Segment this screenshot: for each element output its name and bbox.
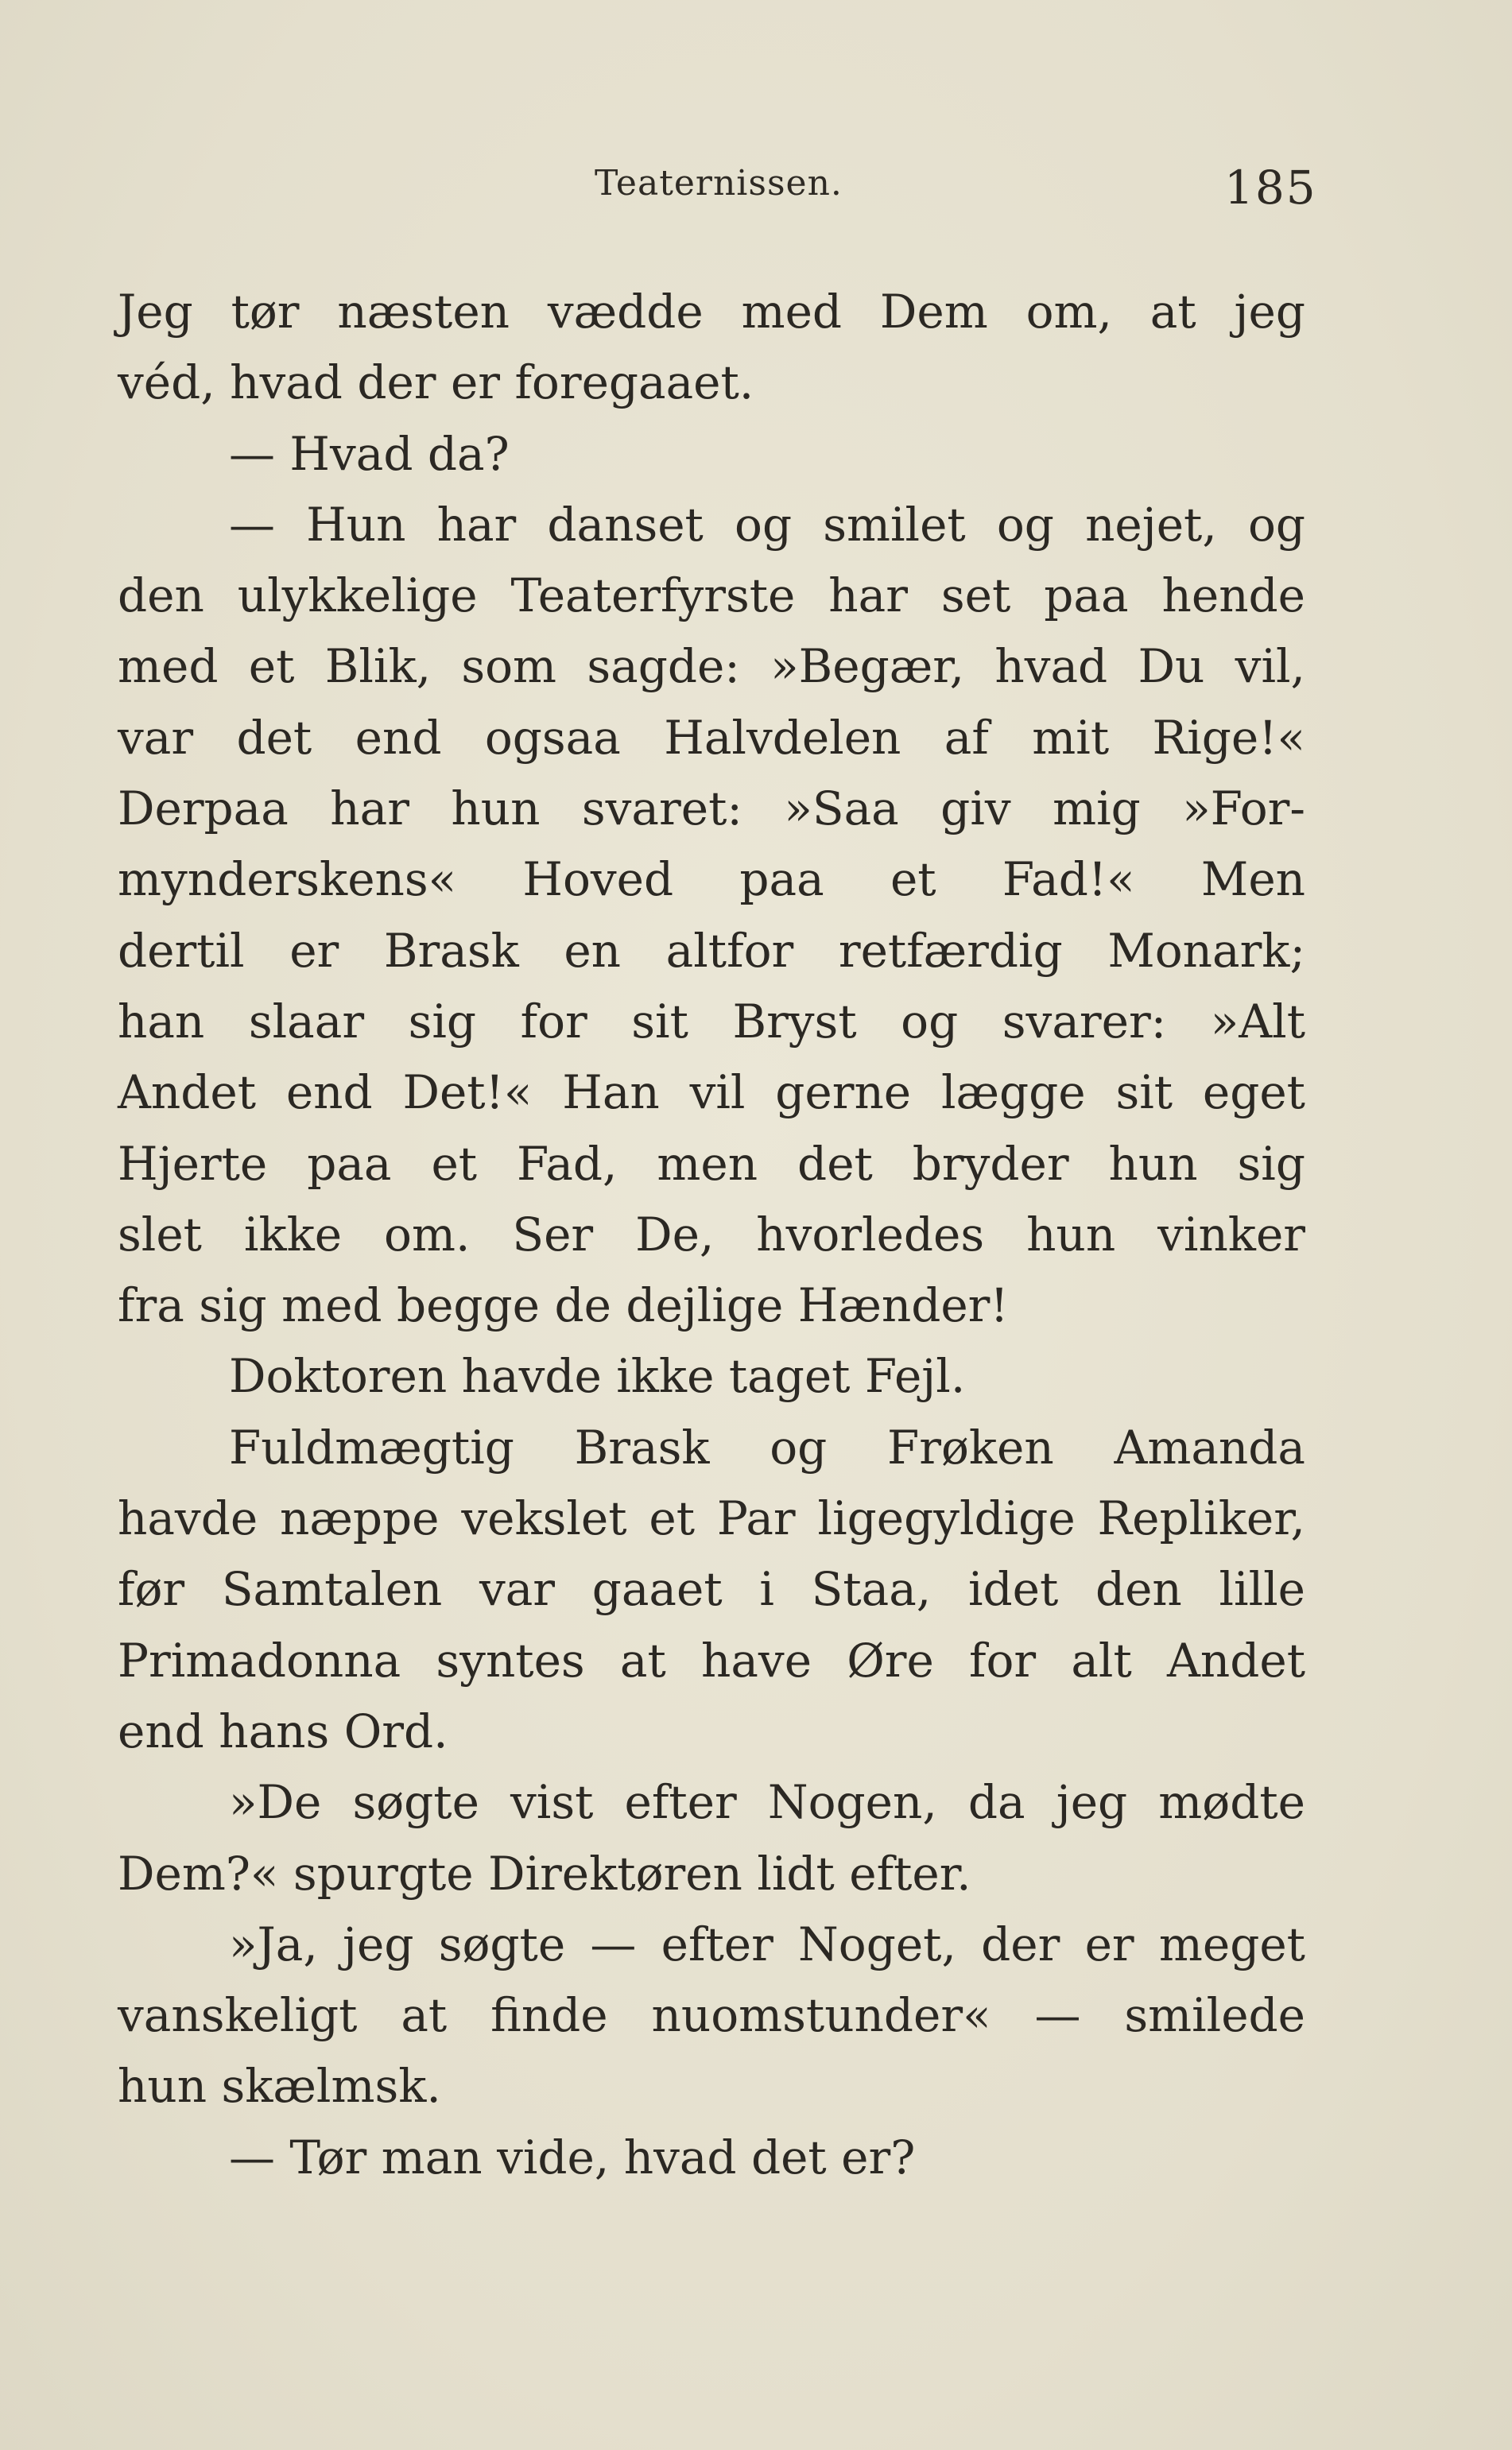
text-line: mynderskens« Hoved paa et Fad!« Men [118, 852, 1305, 907]
text-line: »De søgte vist efter Nogen, da jeg mødte [229, 1775, 1305, 1830]
text-line: hun skælmsk. [118, 2059, 441, 2114]
text-line: før Samtalen var gaaet i Staa, idet den lille [118, 1562, 1305, 1617]
text-line: Jeg tør næsten vædde med Dem om, at jeg [118, 285, 1305, 339]
text-line: fra sig med begge de dejlige Hænder! [118, 1278, 1009, 1333]
text-line: med et Blik, som sagde: »Begær, hvad Du vil, [118, 639, 1305, 694]
text-line: Primadonna syntes at have Øre for alt Andet [118, 1633, 1305, 1688]
page-number: 185 [1224, 161, 1317, 215]
text-line: slet ikke om. Ser De, hvorledes hun vinker [118, 1207, 1305, 1262]
text-line: end hans Ord. [118, 1704, 448, 1758]
text-line: han slaar sig for sit Bryst og svarer: »Alt [118, 994, 1305, 1049]
body-text [118, 277, 1305, 2193]
text-line: Andet end Det!« Han vil gerne lægge sit eget [118, 1065, 1305, 1120]
text-line: Hjerte paa et Fad, men det bryder hun sig [118, 1136, 1305, 1191]
text-line: »Ja, jeg søgte — efter Noget, der er meget [229, 1917, 1305, 1971]
text-line: Doktoren havde ikke taget Fejl. [229, 1349, 966, 1404]
running-head-title: Teaternissen. [595, 163, 843, 204]
text-line: var det end ogsaa Halvdelen af mit Rige!« [118, 710, 1305, 765]
text-line: — Hun har danset og smilet og nejet, og [229, 497, 1305, 552]
text-line: — Hvad da? [229, 426, 510, 481]
text-line: dertil er Brask en altfor retfærdig Monark; [118, 923, 1305, 978]
text-line: den ulykkelige Teaterfyrste har set paa hende [118, 568, 1305, 623]
text-line: vanskeligt at finde nuomstunder« — smilede [118, 1988, 1305, 2043]
text-line: havde næppe vekslet et Par ligegyldige Repliker, [118, 1491, 1305, 1546]
text-line: — Tør man vide, hvad det er? [229, 2130, 916, 2184]
text-line: Fuldmægtig Brask og Frøken Amanda [229, 1420, 1305, 1475]
text-line: Dem?« spurgte Direktøren lidt efter. [118, 1846, 971, 1901]
text-line: Derpaa har hun svaret: »Saa giv mig »For- [118, 781, 1305, 836]
text-line: véd, hvad der er foregaaet. [118, 355, 754, 410]
